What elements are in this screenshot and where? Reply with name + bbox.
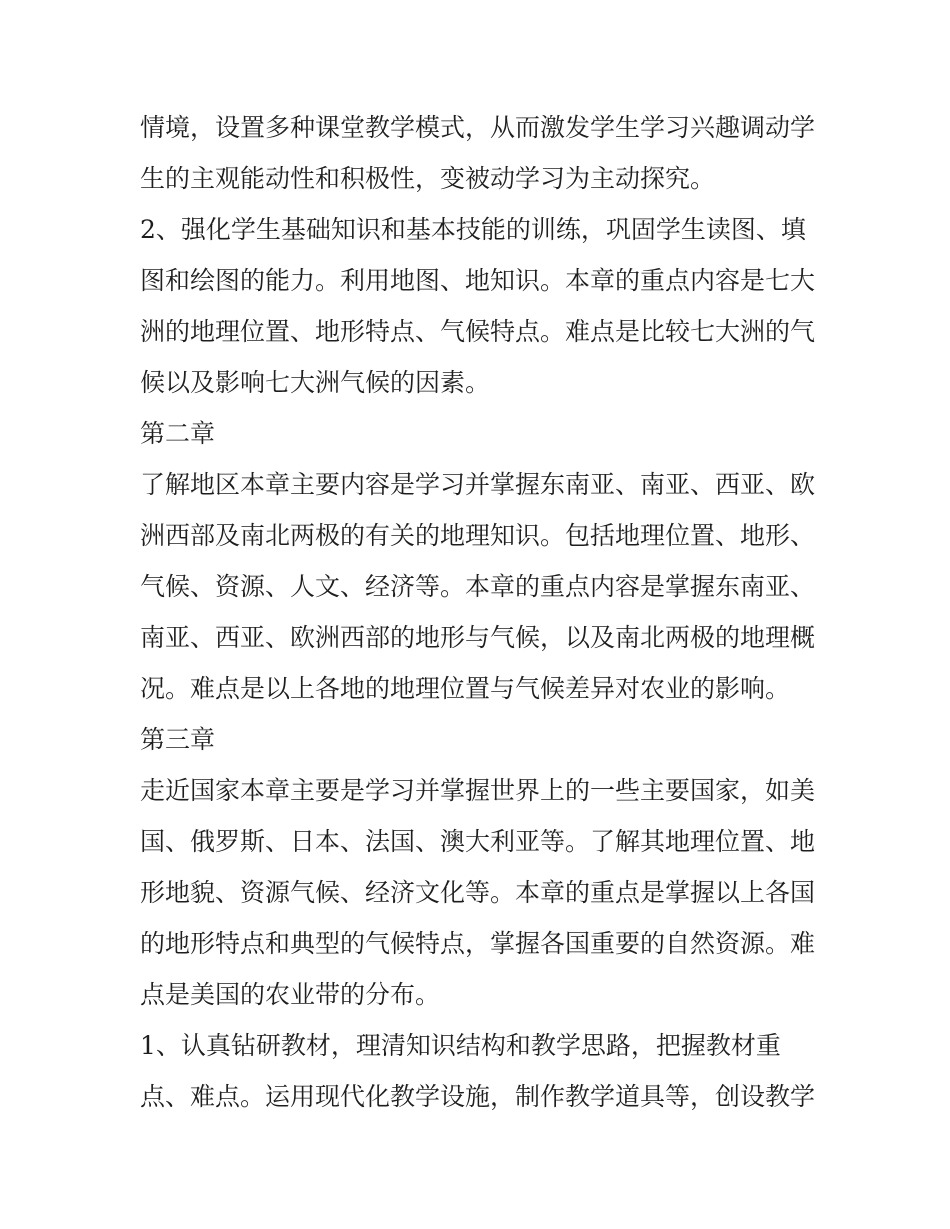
body-text-line: 情境，设置多种课堂教学模式，从而激发学生学习兴趣调动学: [140, 113, 816, 142]
body-text-line: 的地形特点和典型的气候特点，掌握各国重要的自然资源。难: [140, 929, 816, 958]
body-text-line: 气候、资源、人文、经济等。本章的重点内容是掌握东南亚、: [140, 572, 816, 601]
body-text-line: 南亚、西亚、欧洲西部的地形与气候，以及南北两极的地理概: [140, 623, 816, 652]
body-text-line: 候以及影响七大洲气候的因素。: [140, 368, 491, 397]
body-text-line: 生的主观能动性和积极性，变被动学习为主动探究。: [140, 164, 716, 193]
body-text-line: 国、俄罗斯、日本、法国、澳大利亚等。了解其地理位置、地: [140, 827, 816, 856]
body-text-line: 点、难点。运用现代化教学设施，制作教学道具等，创设教学: [140, 1082, 816, 1111]
body-text-line: 走近国家本章主要是学习并掌握世界上的一些主要国家，如美: [140, 776, 816, 805]
body-text-line: 洲西部及南北两极的有关的地理知识。包括地理位置、地形、: [140, 521, 816, 550]
body-text-line: 形地貌、资源气候、经济文化等。本章的重点是掌握以上各国: [140, 878, 816, 907]
body-text-line: 况。难点是以上各地的地理位置与气候差异对农业的影响。: [140, 674, 791, 703]
chapter-heading: 第二章: [140, 419, 216, 448]
body-text-line: 了解地区本章主要内容是学习并掌握东南亚、南亚、西亚、欧: [140, 470, 816, 499]
body-text-line: 图和绘图的能力。利用地图、地知识。本章的重点内容是七大: [140, 266, 816, 295]
body-text-line: 2、强化学生基础知识和基本技能的训练，巩固学生读图、填: [140, 215, 806, 244]
body-text: [140, 102, 840, 1122]
body-text-line: 1、认真钻研教材，理清知识结构和教学思路，把握教材重: [140, 1031, 781, 1060]
body-text-line: 洲的地理位置、地形特点、气候特点。难点是比较七大洲的气: [140, 317, 816, 346]
body-text-line: 点是美国的农业带的分布。: [140, 980, 441, 1009]
chapter-heading: 第三章: [140, 725, 216, 754]
